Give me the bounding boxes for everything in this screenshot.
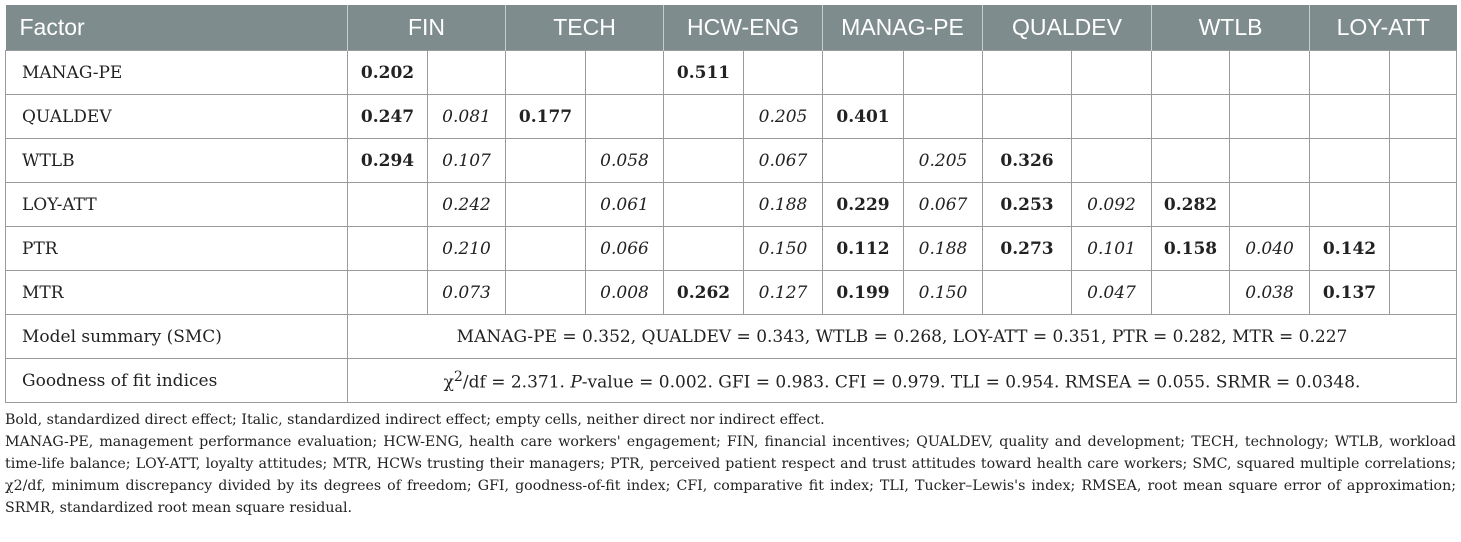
table-cell (1072, 95, 1152, 139)
chi-symbol: χ (443, 372, 454, 393)
table-cell (1152, 95, 1230, 139)
table-row (6, 139, 1457, 183)
table-cell: 0.229 (823, 183, 904, 227)
table-cell (1310, 183, 1390, 227)
header-group: WTLB (1152, 5, 1310, 51)
table-cell (586, 51, 664, 95)
table-cell: 0.242 (428, 183, 506, 227)
chi-superscript: 2 (453, 368, 463, 385)
table-cell (1390, 183, 1457, 227)
table-cell (983, 95, 1072, 139)
row-label: WTLB (6, 139, 348, 183)
table-cell: 0.058 (586, 139, 664, 183)
table-cell (664, 95, 744, 139)
table-cell (1072, 139, 1152, 183)
table-cell: 0.066 (586, 227, 664, 271)
table-cell (983, 51, 1072, 95)
table-cell: 0.205 (904, 139, 983, 183)
table-cell (664, 227, 744, 271)
fit-text-pre: /df = 2.371. (462, 372, 571, 393)
summary-text: MANAG-PE = 0.352, QUALDEV = 0.343, WTLB = 0.268, LOY-ATT = 0.351, PTR = 0.282, MTR = 0.227 (348, 315, 1457, 359)
summary-row (6, 315, 1457, 359)
row-label: LOY-ATT (6, 183, 348, 227)
table-cell: 0.253 (983, 183, 1072, 227)
table-cell: 0.137 (1310, 271, 1390, 315)
fit-label: Goodness of fit indices (6, 359, 348, 403)
fit-text (348, 359, 1457, 403)
table-cell (664, 139, 744, 183)
table-cell: 0.092 (1072, 183, 1152, 227)
table-cell: 0.294 (348, 139, 428, 183)
table-cell (904, 51, 983, 95)
table-row (6, 227, 1457, 271)
table-cell: 0.067 (744, 139, 823, 183)
table-cell: 0.101 (1072, 227, 1152, 271)
table-cell: 0.188 (904, 227, 983, 271)
row-label: MTR (6, 271, 348, 315)
table-cell: 0.081 (428, 95, 506, 139)
table-cell (823, 51, 904, 95)
table-cell: 0.282 (1152, 183, 1230, 227)
table-cell: 0.150 (904, 271, 983, 315)
table-cell: 0.073 (428, 271, 506, 315)
table-cell (348, 183, 428, 227)
table-cell (506, 51, 586, 95)
table-cell: 0.061 (586, 183, 664, 227)
table-cell: 0.273 (983, 227, 1072, 271)
table-cell (1230, 51, 1310, 95)
table-cell: 0.150 (744, 227, 823, 271)
table-cell (664, 183, 744, 227)
header-group: LOY-ATT (1310, 5, 1457, 51)
table-cell (1152, 139, 1230, 183)
table-cell: 0.112 (823, 227, 904, 271)
table-cell (1390, 227, 1457, 271)
header-group: HCW-ENG (664, 5, 823, 51)
table-cell (1152, 271, 1230, 315)
table-cell: 0.008 (586, 271, 664, 315)
table-row (6, 271, 1457, 315)
header-group: FIN (348, 5, 506, 51)
table-cell: 0.262 (664, 271, 744, 315)
table-cell (1310, 139, 1390, 183)
table-cell (1390, 95, 1457, 139)
footnote-legend: Bold, standardized direct effect; Italic, standardized indirect effect; empty cells, neither direct nor indirect effect. (5, 412, 825, 428)
table-cell (823, 139, 904, 183)
table-cell (348, 271, 428, 315)
table-cell (1152, 51, 1230, 95)
table-cell: 0.142 (1310, 227, 1390, 271)
table-cell (506, 183, 586, 227)
table-cell: 0.202 (348, 51, 428, 95)
table-cell (1230, 95, 1310, 139)
table-container (5, 5, 1456, 519)
header-row (6, 5, 1457, 51)
header-group: QUALDEV (983, 5, 1152, 51)
table-cell (506, 227, 586, 271)
fit-text-post: -value = 0.002. GFI = 0.983. CFI = 0.979. TLI = 0.954. RMSEA = 0.055. SRMR = 0.0348. (581, 372, 1361, 393)
table-cell (586, 95, 664, 139)
table-cell (1390, 271, 1457, 315)
table-cell (904, 95, 983, 139)
table-cell: 0.067 (904, 183, 983, 227)
footnote-abbreviations: MANAG-PE, management performance evaluation; HCW-ENG, health care workers' engagement; FIN, financial incentives; QUALDEV, quality and development; TECH, technology; WTLB, workload time-life balance; LOY-ATT, loyalty attitudes; MTR, HCWs trusting their managers; PTR, perceived patient respect and trust attitudes toward health care workers; SMC, squared multiple correlations; χ2/df, minimum discrepancy divided by its degrees of freedom; GFI, goodness-of-fit index; CFI, comparative fit index; TLI, Tucker–Lewis's index; RMSEA, root mean square error of approximation; SRMR, standardized root mean square residual. (5, 434, 1456, 516)
table-row (6, 51, 1457, 95)
table-cell: 0.210 (428, 227, 506, 271)
table-cell (744, 51, 823, 95)
header-factor: Factor (6, 5, 348, 51)
table-cell (348, 227, 428, 271)
table-cell (1390, 139, 1457, 183)
row-label: PTR (6, 227, 348, 271)
table-cell: 0.188 (744, 183, 823, 227)
table-cell: 0.199 (823, 271, 904, 315)
table-body (6, 51, 1457, 403)
table-cell (1310, 51, 1390, 95)
table-cell: 0.127 (744, 271, 823, 315)
table-cell: 0.511 (664, 51, 744, 95)
table-cell: 0.326 (983, 139, 1072, 183)
header-group: MANAG-PE (823, 5, 983, 51)
table-cell: 0.047 (1072, 271, 1152, 315)
results-table (5, 5, 1457, 403)
table-cell (1230, 183, 1310, 227)
table-cell (1390, 51, 1457, 95)
table-cell (506, 271, 586, 315)
table-cell (428, 51, 506, 95)
table-cell: 0.158 (1152, 227, 1230, 271)
table-cell (983, 271, 1072, 315)
table-cell (506, 139, 586, 183)
table-cell: 0.177 (506, 95, 586, 139)
table-cell (1072, 51, 1152, 95)
p-symbol: P (570, 372, 582, 393)
fit-row (6, 359, 1457, 403)
summary-label: Model summary (SMC) (6, 315, 348, 359)
header-group: TECH (506, 5, 664, 51)
table-cell: 0.107 (428, 139, 506, 183)
row-label: QUALDEV (6, 95, 348, 139)
table-cell: 0.401 (823, 95, 904, 139)
table-cell: 0.038 (1230, 271, 1310, 315)
table-footnotes (5, 409, 1456, 519)
row-label: MANAG-PE (6, 51, 348, 95)
table-cell: 0.205 (744, 95, 823, 139)
table-row (6, 95, 1457, 139)
table-cell: 0.040 (1230, 227, 1310, 271)
table-cell (1230, 139, 1310, 183)
table-cell: 0.247 (348, 95, 428, 139)
table-cell (1310, 95, 1390, 139)
table-row (6, 183, 1457, 227)
